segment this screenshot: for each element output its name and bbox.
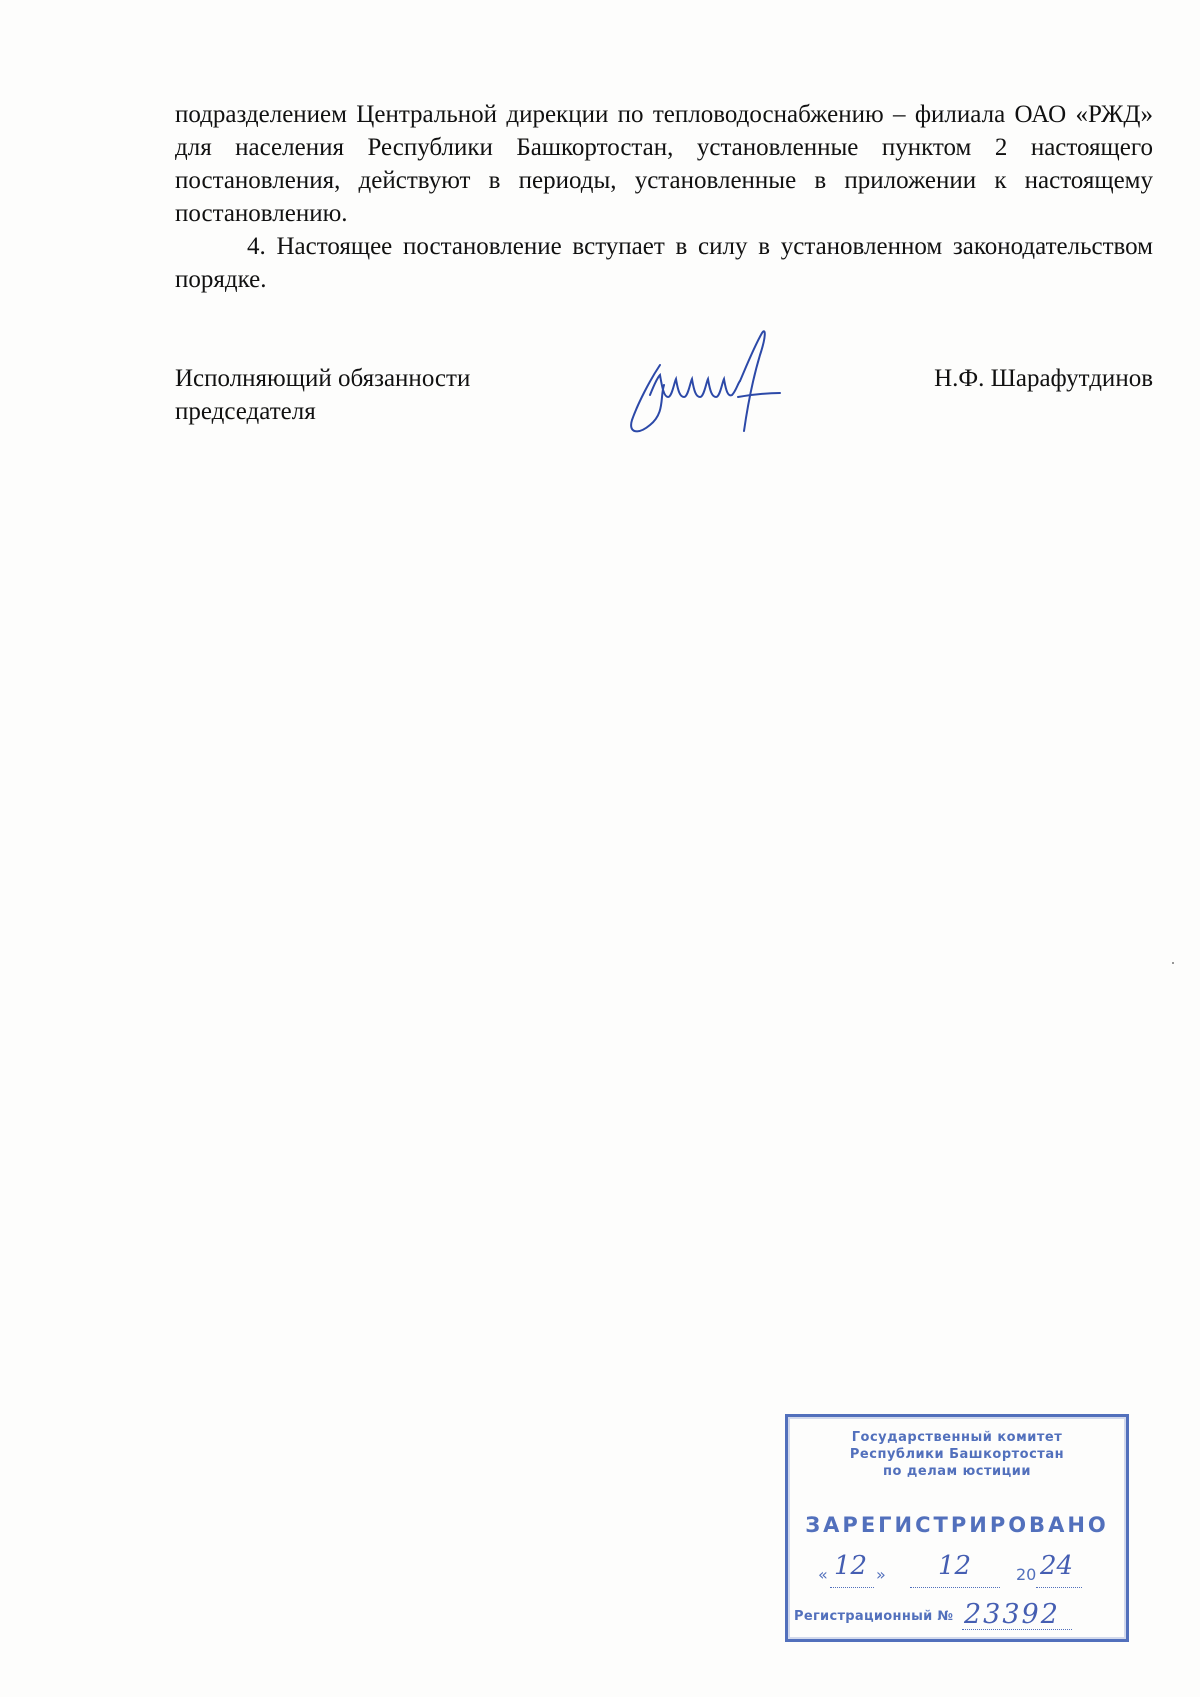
registration-stamp <box>785 1414 1129 1642</box>
stamp-date <box>818 1551 1108 1587</box>
stamp-date-day-line <box>830 1587 874 1588</box>
stamp-reg-line <box>962 1629 1072 1630</box>
stamp-org-line-1: Государственный комитет <box>851 1430 1063 1445</box>
scan-speck <box>1172 962 1174 964</box>
stamp-organization <box>788 1429 1126 1480</box>
stamp-org-line-2: Республики Башкортостан <box>849 1447 1065 1462</box>
stamp-date-open-quote: « <box>818 1565 828 1584</box>
signatory-role-line-2: председателя <box>175 398 316 425</box>
signatory-name: Н.Ф. Шарафутдинов <box>934 365 1153 392</box>
paragraph-item-4: 4. Настоящее постановление вступает в силу в установленном законодательством порядке. <box>175 233 1153 293</box>
document-body <box>175 98 1153 296</box>
stamp-title: ЗАРЕГИСТРИРОВАНО <box>805 1513 1109 1537</box>
stamp-reg-number: 23392 <box>964 1599 1060 1630</box>
stamp-reg-label: Регистрационный № <box>794 1609 954 1624</box>
stamp-date-year: 24 <box>1040 1551 1074 1581</box>
stamp-date-day: 12 <box>834 1551 868 1581</box>
stamp-date-close-quote: » <box>876 1565 886 1584</box>
paragraph-continuation: подразделением Центральной дирекции по тепловодоснабжению – филиала ОАО «РЖД» для населения Республики Башкортостан, установленные пунктом 2 настоящего постановления, действуют в периоды, установленные в приложении к настоящему постановлению. <box>175 101 1153 227</box>
signatory-role-line-1: Исполняющий обязанности <box>175 365 471 392</box>
stamp-date-month: 12 <box>938 1551 972 1581</box>
stamp-org-line-3: по делам юстиции <box>882 1464 1032 1479</box>
stamp-date-year-line <box>1036 1587 1082 1588</box>
signatory-role <box>175 362 555 428</box>
handwritten-signature <box>620 325 790 440</box>
stamp-date-year-prefix: 20 <box>1016 1565 1037 1584</box>
stamp-registration <box>794 1599 1120 1633</box>
stamp-date-month-line <box>910 1587 1000 1588</box>
